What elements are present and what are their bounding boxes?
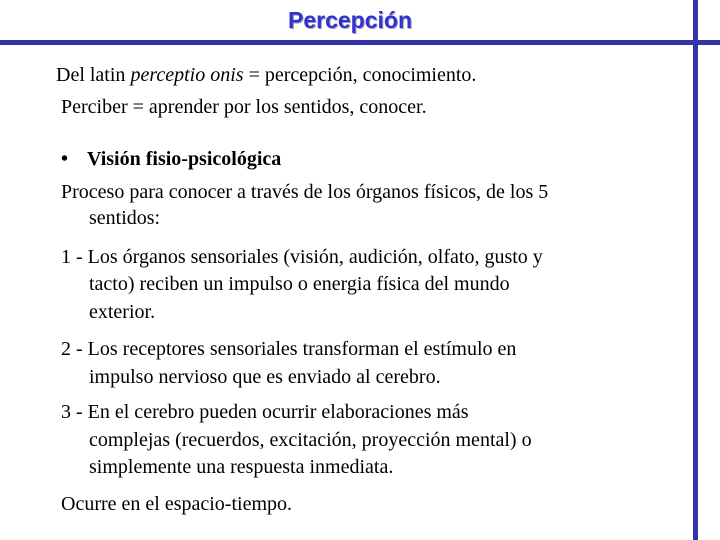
body-line: exterior.: [89, 301, 156, 323]
right-border: [693, 0, 698, 540]
bullet-icon: •: [61, 148, 69, 170]
slide-title: Percepción: [288, 7, 412, 33]
bullet-heading-text: Visión fisio-psicológica: [87, 148, 282, 170]
list-item-2: 2 - Los receptores sensoriales transforman el estímulo en: [61, 338, 517, 360]
body-line: complejas (recuerdos, excitación, proyección mental) o: [89, 429, 532, 451]
body-line: impulso nervioso que es enviado al cerebro.: [89, 366, 441, 388]
closing-line: Ocurre en el espacio-tiempo.: [61, 493, 293, 515]
intro-latin-term: perceptio onis: [130, 64, 244, 86]
title-divider: [0, 40, 720, 45]
body-line: tacto) reciben un impulso o energia física del mundo: [89, 273, 510, 295]
intro-prefix: Del latin: [56, 64, 131, 86]
body-line: simplemente una respuesta inmediata.: [89, 456, 394, 478]
list-item-1: 1 - Los órganos sensoriales (visión, audición, olfato, gusto y: [61, 246, 543, 268]
list-item-3: 3 - En el cerebro pueden ocurrir elaboraciones más: [61, 401, 469, 423]
intro-line-2: Perciber = aprender por los sentidos, conocer.: [61, 96, 427, 118]
body-line: Proceso para conocer a través de los órganos físicos, de los 5: [61, 181, 549, 203]
intro-suffix: = percepción, conocimiento.: [243, 64, 477, 86]
bullet-heading: [61, 147, 281, 171]
intro-line-1: [56, 63, 476, 87]
body-line: sentidos:: [89, 207, 161, 229]
